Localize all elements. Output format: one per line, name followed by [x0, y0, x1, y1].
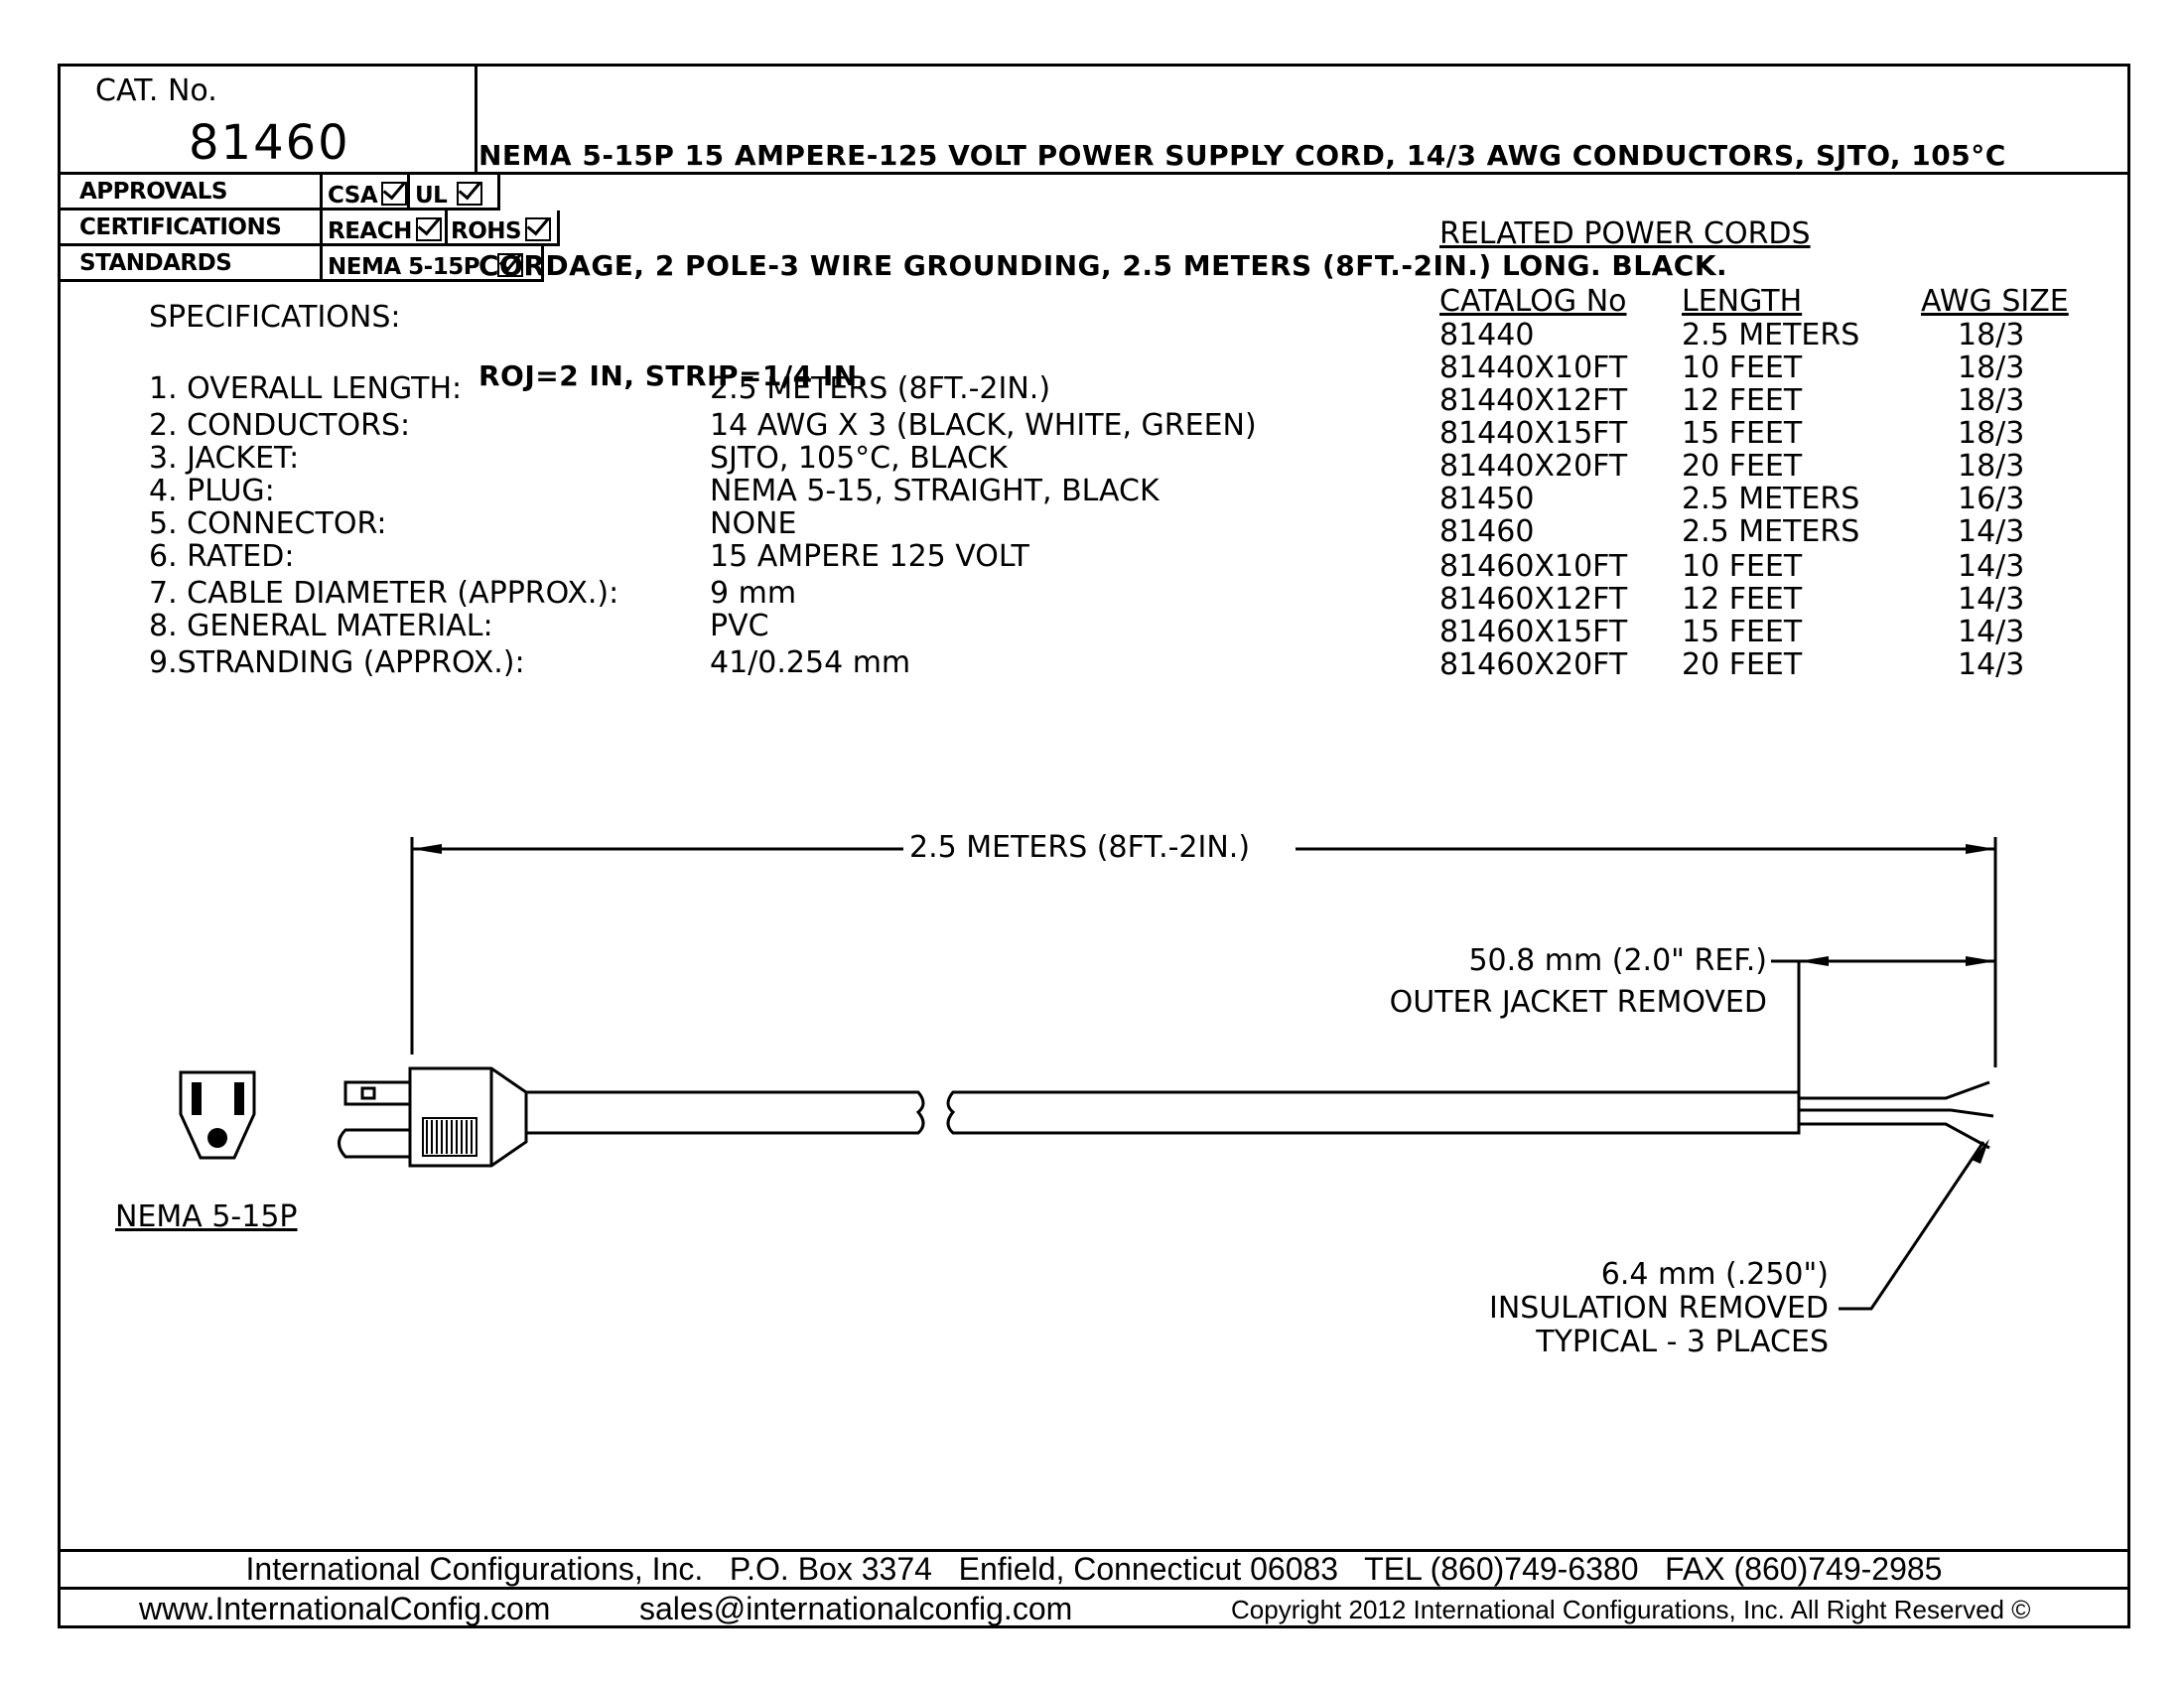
cat-number: 81460	[189, 115, 350, 171]
awg-cell: 18/3	[1958, 318, 2025, 352]
prong-hole	[362, 1088, 374, 1098]
strip-note: INSULATION REMOVED	[1489, 1291, 1829, 1326]
cat-label: CAT. No.	[95, 73, 217, 108]
catalog-cell: 81450	[1439, 482, 1535, 516]
spec-value: SJTO, 105°C, BLACK	[710, 441, 1008, 476]
catalog-cell: 81460X20FT	[1439, 647, 1628, 682]
spec-label: 1. OVERALL LENGTH:	[149, 371, 463, 406]
jacket-removed-dimension: 50.8 mm (2.0" REF.)	[1468, 943, 1767, 978]
wire-middle	[1799, 1110, 1993, 1116]
awg-cell: 16/3	[1958, 482, 2025, 516]
length-cell: 10 FEET	[1682, 549, 1803, 584]
catalog-cell: 81460X15FT	[1439, 615, 1628, 649]
catalog-cell: 81440X10FT	[1439, 351, 1628, 385]
plug-prong-bottom	[340, 1130, 411, 1157]
arrow-left-icon	[412, 844, 442, 854]
ul-label: UL	[415, 183, 448, 209]
length-cell: 12 FEET	[1682, 383, 1803, 418]
slot-right	[234, 1082, 244, 1115]
plug-grip-ribs	[423, 1118, 477, 1156]
wire-top	[1799, 1082, 1989, 1098]
spec-value: 14 AWG X 3 (BLACK, WHITE, GREEN)	[710, 408, 1257, 443]
awg-cell: 14/3	[1958, 514, 2025, 549]
catalog-cell: 81460X12FT	[1439, 582, 1628, 617]
catalog-cell: 81460X10FT	[1439, 549, 1628, 584]
arrow-left-icon	[1799, 956, 1829, 966]
length-cell: 10 FEET	[1682, 351, 1803, 385]
length-cell: 12 FEET	[1682, 582, 1803, 617]
col-header-length: LENGTH	[1682, 284, 1803, 319]
catalog-cell: 81440	[1439, 318, 1535, 352]
length-cell: 2.5 METERS	[1682, 318, 1860, 352]
spec-value: NONE	[710, 506, 797, 541]
reach-label: REACH	[328, 218, 412, 244]
spec-value: PVC	[710, 609, 769, 643]
standards-label: STANDARDS	[79, 250, 232, 276]
approvals-label: APPROVALS	[79, 179, 227, 205]
company-address: International Configurations, Inc. P.O. Box 3374 Enfield, Connecticut 06083 TEL (860)749-6380 FAX (860)749-2985	[245, 1551, 1943, 1587]
related-cords-title: RELATED POWER CORDS	[1439, 216, 1811, 251]
catalog-cell: 81460	[1439, 514, 1535, 549]
spec-label: 2. CONDUCTORS:	[149, 408, 411, 443]
awg-cell: 18/3	[1958, 351, 2025, 385]
awg-cell: 18/3	[1958, 416, 2025, 451]
catalog-cell: 81440X12FT	[1439, 383, 1628, 418]
awg-cell: 18/3	[1958, 383, 2025, 418]
website-link[interactable]: www.InternationalConfig.com	[139, 1591, 551, 1626]
wire-bottom	[1799, 1124, 1989, 1148]
email-link[interactable]: sales@internationalconfig.com	[639, 1591, 1073, 1626]
strip-dimension: 6.4 mm (.250")	[1600, 1257, 1829, 1292]
spec-value: 41/0.254 mm	[710, 645, 911, 680]
leader-line	[1839, 1142, 1983, 1309]
spec-value: NEMA 5-15, STRAIGHT, BLACK	[710, 474, 1160, 508]
length-cell: 20 FEET	[1682, 647, 1803, 682]
description-line-3: ROJ=2 IN, STRIP=1/4 IN.	[478, 359, 869, 392]
spec-label: 8. GENERAL MATERIAL:	[149, 609, 493, 643]
nema-standard-label: NEMA 5-15P	[328, 254, 480, 280]
awg-cell: 18/3	[1958, 449, 2025, 484]
copyright-text: Copyright 2012 International Configurations, Inc. All Right Reserved ©	[1231, 1595, 2031, 1624]
spec-value: 2.5 METERS (8FT.-2IN.)	[710, 371, 1051, 406]
spec-label: 9.STRANDING (APPROX.):	[149, 645, 525, 680]
spec-value: 9 mm	[710, 576, 797, 611]
awg-cell: 14/3	[1958, 647, 2025, 682]
rohs-label: ROHS	[451, 218, 522, 244]
csa-label: CSA	[328, 183, 378, 209]
length-cell: 2.5 METERS	[1682, 514, 1860, 549]
length-cell: 15 FEET	[1682, 615, 1803, 649]
length-cell: 20 FEET	[1682, 449, 1803, 484]
catalog-cell: 81440X15FT	[1439, 416, 1628, 451]
awg-cell: 14/3	[1958, 615, 2025, 649]
overall-length-dimension: 2.5 METERS (8FT.-2IN.)	[909, 830, 1251, 865]
cable-jacket-right	[948, 1092, 1799, 1133]
strip-typical-note: TYPICAL - 3 PLACES	[1536, 1325, 1829, 1359]
arrow-right-icon	[1966, 956, 1995, 966]
ground-hole	[207, 1128, 227, 1148]
specifications-title: SPECIFICATIONS:	[149, 300, 401, 335]
spec-value: 15 AMPERE 125 VOLT	[710, 539, 1029, 574]
catalog-cell: 81440X20FT	[1439, 449, 1628, 484]
jacket-removed-note: OUTER JACKET REMOVED	[1389, 985, 1767, 1020]
arrow-right-icon	[1966, 844, 1995, 854]
length-cell: 15 FEET	[1682, 416, 1803, 451]
col-header-awg: AWG SIZE	[1921, 284, 2069, 319]
certifications-label: CERTIFICATIONS	[79, 214, 282, 240]
col-header-catalog: CATALOG No	[1439, 284, 1627, 319]
awg-cell: 14/3	[1958, 549, 2025, 584]
spec-label: 3. JACKET:	[149, 441, 300, 476]
spec-label: 6. RATED:	[149, 539, 295, 574]
spec-label: 7. CABLE DIAMETER (APPROX.):	[149, 576, 619, 611]
length-cell: 2.5 METERS	[1682, 482, 1860, 516]
spec-label: 5. CONNECTOR:	[149, 506, 387, 541]
plug-prong-top	[345, 1082, 410, 1104]
spec-label: 4. PLUG:	[149, 474, 275, 508]
slot-left	[192, 1082, 202, 1115]
description-line-2: CORDAGE, 2 POLE-3 WIRE GROUNDING, 2.5 METERS (8FT.-2IN.) LONG. BLACK.	[478, 249, 1728, 282]
plug-type-label: NEMA 5-15P	[115, 1199, 298, 1234]
description-line-1: NEMA 5-15P 15 AMPERE-125 VOLT POWER SUPPLY CORD, 14/3 AWG CONDUCTORS, SJTO, 105°C	[478, 139, 2006, 172]
cable-jacket-left	[526, 1092, 923, 1133]
awg-cell: 14/3	[1958, 582, 2025, 617]
